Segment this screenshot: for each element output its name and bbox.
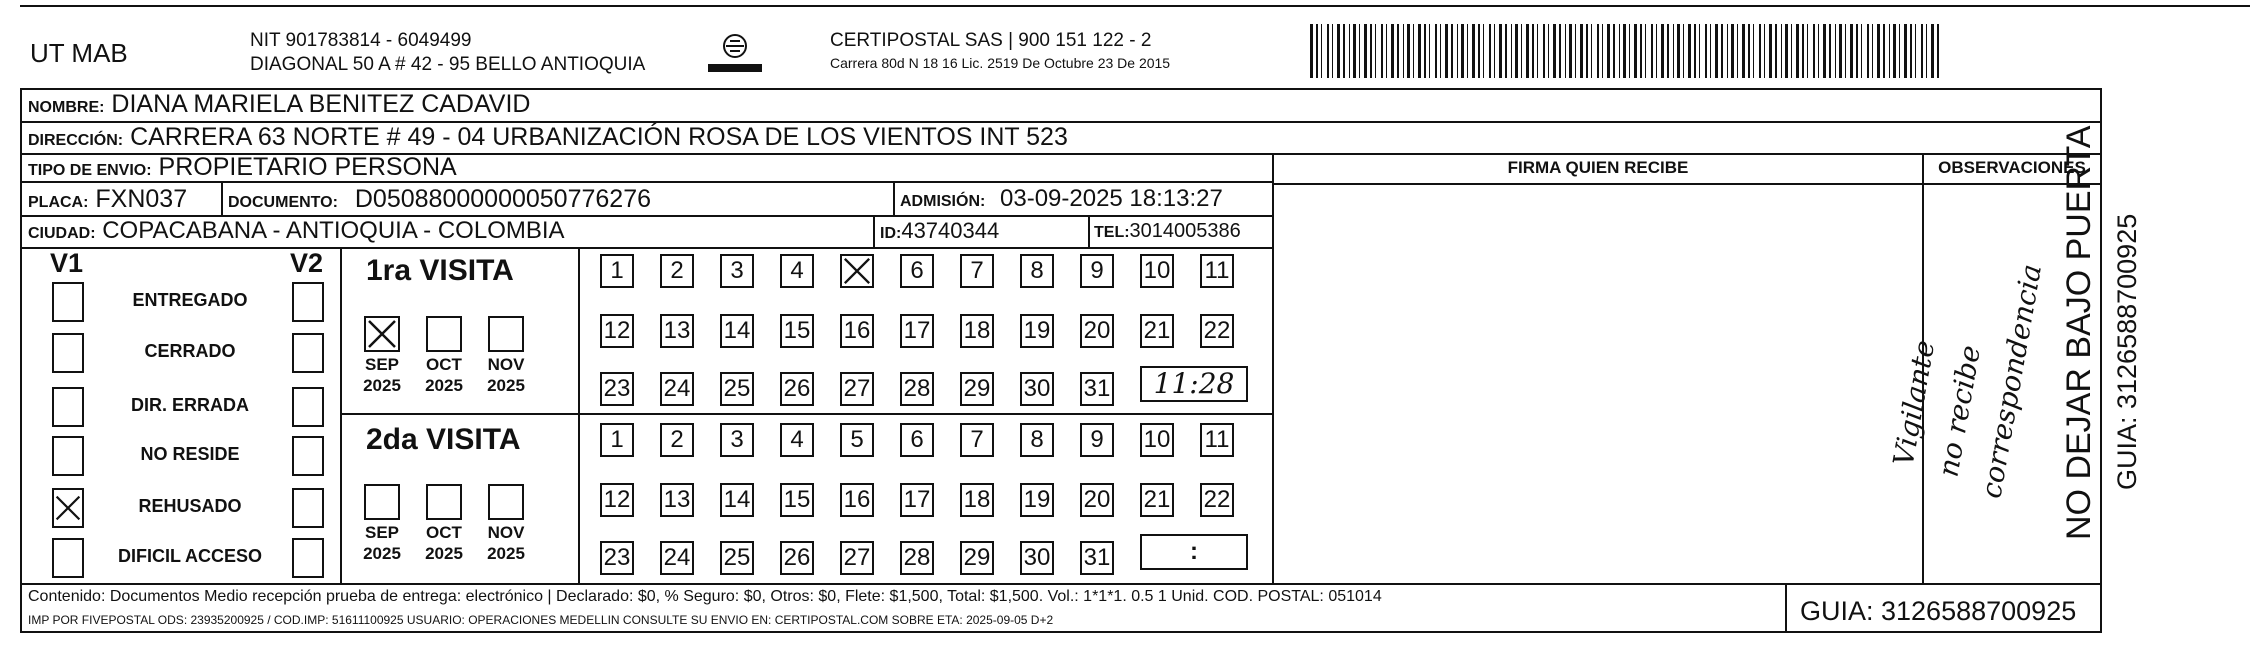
status-label: ENTREGADO xyxy=(132,290,248,310)
day-box[interactable]: 12 xyxy=(600,483,634,517)
status-rule-bottom xyxy=(22,583,2100,585)
day-box[interactable]: 19 xyxy=(1020,483,1054,517)
status-col-divider xyxy=(340,247,342,583)
v1-checkbox[interactable] xyxy=(52,436,84,476)
day-box[interactable]: 25 xyxy=(720,541,754,575)
v2-checkbox[interactable] xyxy=(292,282,324,322)
month-label: NOV 2025 xyxy=(487,355,525,395)
day-box[interactable]: 16 xyxy=(840,483,874,517)
day-box[interactable]: 31 xyxy=(1080,541,1114,575)
nombre-label: NOMBRE: xyxy=(28,99,105,116)
placa-label: PLACA: xyxy=(28,194,89,211)
day-box[interactable]: 4 xyxy=(780,423,814,457)
divider-admision xyxy=(893,183,895,215)
v1-checkbox[interactable] xyxy=(52,538,84,578)
day-box[interactable]: 27 xyxy=(840,372,874,406)
top-rule xyxy=(20,5,2250,7)
admision-label: ADMISIÓN: xyxy=(900,193,986,210)
first-visit-time-value: 11:28 xyxy=(1153,367,1235,400)
day-box[interactable]: 18 xyxy=(960,314,994,348)
tel-label: TEL: xyxy=(1094,224,1130,241)
day-box[interactable]: 9 xyxy=(1080,423,1114,457)
day-box[interactable]: 13 xyxy=(660,483,694,517)
month-label: OCT 2025 xyxy=(425,523,463,563)
company-address: DIAGONAL 50 A # 42 - 95 BELLO ANTIOQUIA xyxy=(250,54,646,75)
day-box[interactable]: 27 xyxy=(840,541,874,575)
day-box[interactable]: 24 xyxy=(660,541,694,575)
tel-cell xyxy=(1094,215,1241,247)
v2-checkbox[interactable] xyxy=(292,436,324,476)
first-visit-title: 1ra VISITA xyxy=(366,254,514,287)
month-label: OCT 2025 xyxy=(425,355,463,395)
id-label: ID: xyxy=(880,225,902,242)
side-title: NO DEJAR BAJO PUERTA xyxy=(2060,125,2098,540)
footer-imp: IMP POR FIVEPOSTAL ODS: 23935200925 / COD.IMP: 51611100925 USUARIO: OPERACIONES MEDELLIN CONSULTE SU ENVIO EN: CERTIPOSTAL.COM SOBRE ETA: 2025-09-05 D+2 xyxy=(28,613,1054,627)
day-box[interactable]: 20 xyxy=(1080,483,1114,517)
day-box[interactable]: 25 xyxy=(720,372,754,406)
day-box[interactable]: 20 xyxy=(1080,314,1114,348)
row-direccion xyxy=(22,121,2100,155)
day-box[interactable] xyxy=(840,254,874,288)
v1-checkbox[interactable] xyxy=(52,282,84,322)
certipostal-logo xyxy=(704,32,766,78)
day-box[interactable]: 22 xyxy=(1200,314,1234,348)
day-box[interactable]: 11 xyxy=(1200,423,1234,457)
tel-value: 3014005386 xyxy=(1129,220,1241,242)
nombre-value: DIANA MARIELA BENITEZ CADAVID xyxy=(111,90,531,118)
placa-value: FXN037 xyxy=(95,185,188,213)
day-box[interactable]: 11 xyxy=(1200,254,1234,288)
month-checkbox-nov[interactable] xyxy=(488,316,524,352)
day-box[interactable]: 2 xyxy=(660,423,694,457)
second-visit-title: 2da VISITA xyxy=(366,423,521,456)
day-box[interactable]: 21 xyxy=(1140,314,1174,348)
day-box[interactable]: 30 xyxy=(1020,541,1054,575)
v1-checkbox[interactable] xyxy=(52,333,84,373)
day-box[interactable]: 26 xyxy=(780,541,814,575)
status-label: DIFICIL ACCESO xyxy=(117,546,262,566)
day-box[interactable]: 17 xyxy=(900,483,934,517)
day-box[interactable]: 4 xyxy=(780,254,814,288)
provider-license: Carrera 80d N 18 16 Lic. 2519 De Octubre 23 De 2015 xyxy=(830,55,1171,71)
day-box[interactable]: 2 xyxy=(660,254,694,288)
day-box[interactable]: 29 xyxy=(960,372,994,406)
ciudad-value: COPACABANA - ANTIOQUIA - COLOMBIA xyxy=(102,217,565,244)
day-box[interactable]: 15 xyxy=(780,314,814,348)
day-box[interactable]: 23 xyxy=(600,372,634,406)
day-box[interactable]: 10 xyxy=(1140,423,1174,457)
month-checkbox-nov[interactable] xyxy=(488,484,524,520)
day-box[interactable]: 10 xyxy=(1140,254,1174,288)
tipo-label: TIPO DE ENVIO: xyxy=(28,162,152,179)
second-visit-time[interactable] xyxy=(1140,534,1248,570)
company-nit: NIT 901783814 - 6049499 xyxy=(250,30,472,51)
id-value: 43740344 xyxy=(901,218,1000,243)
provider-name: CERTIPOSTAL SAS | 900 151 122 - 2 xyxy=(830,30,1152,51)
direccion-value: CARRERA 63 NORTE # 49 - 04 URBANIZACIÓN ROSA DE LOS VIENTOS INT 523 xyxy=(130,123,1068,151)
direccion-label: DIRECCIÓN: xyxy=(28,132,124,149)
day-box[interactable]: 14 xyxy=(720,483,754,517)
day-box[interactable]: 13 xyxy=(660,314,694,348)
day-box[interactable]: 7 xyxy=(960,254,994,288)
day-box[interactable]: 19 xyxy=(1020,314,1054,348)
day-box[interactable]: 5 xyxy=(840,423,874,457)
divider-id xyxy=(873,215,875,247)
footer-guia-divider xyxy=(1785,585,1787,633)
id-cell xyxy=(880,215,999,247)
v2-checkbox[interactable] xyxy=(292,488,324,528)
side-guia: GUIA: 3126588700925 xyxy=(2112,213,2142,490)
month-label: SEP 2025 xyxy=(363,355,401,395)
day-box[interactable]: 31 xyxy=(1080,372,1114,406)
company-name: UT MAB xyxy=(30,38,128,68)
documento-label: DOCUMENTO: xyxy=(228,194,338,211)
row-nombre xyxy=(22,88,2100,123)
v2-label: V2 xyxy=(290,248,324,278)
ciudad-label: CIUDAD: xyxy=(28,225,96,242)
footer-contenido: Contenido: Documentos Medio recepción prueba de entrega: electrónico | Declarado: $0, % Seguro: $0, Otros: $0, Flete: $1,500, Total: $1,500. Vol.: 1*1*1. 0.5 1 Unid. COD. POSTAL: 051014 xyxy=(28,588,1382,605)
v2-checkbox[interactable] xyxy=(292,387,324,427)
day-box[interactable]: 15 xyxy=(780,483,814,517)
second-visit-time-value: : xyxy=(1190,538,1198,565)
day-box[interactable]: 12 xyxy=(600,314,634,348)
day-box[interactable]: 26 xyxy=(780,372,814,406)
day-box[interactable]: 1 xyxy=(600,423,634,457)
firma-label: FIRMA QUIEN RECIBE xyxy=(1507,158,1689,177)
firma-signature-area[interactable] xyxy=(1274,185,1922,583)
day-box[interactable]: 6 xyxy=(900,423,934,457)
divider-placa xyxy=(221,183,223,215)
day-box[interactable]: 16 xyxy=(840,314,874,348)
month-checkbox-sep[interactable] xyxy=(364,316,400,352)
day-box[interactable]: 22 xyxy=(1200,483,1234,517)
day-box[interactable]: 14 xyxy=(720,314,754,348)
documento-value: D05088000000050776276 xyxy=(354,185,652,213)
day-box[interactable]: 18 xyxy=(960,483,994,517)
v1-checkbox[interactable] xyxy=(52,387,84,427)
day-box[interactable]: 28 xyxy=(900,372,934,406)
day-box[interactable]: 6 xyxy=(900,254,934,288)
observacion-handwritten: Vigilante no recibe correspondencia xyxy=(1886,261,2049,501)
month-label: SEP 2025 xyxy=(363,523,401,563)
v1-checkbox[interactable] xyxy=(52,488,84,528)
visit-mid-divider xyxy=(342,413,1272,415)
status-label: NO RESIDE xyxy=(140,444,240,464)
day-box[interactable]: 9 xyxy=(1080,254,1114,288)
day-box[interactable]: 1 xyxy=(600,254,634,288)
first-visit-time[interactable] xyxy=(1140,366,1248,402)
day-box[interactable]: 30 xyxy=(1020,372,1054,406)
month-label: NOV 2025 xyxy=(487,523,525,563)
row-tipo xyxy=(22,153,1272,183)
month-checkbox-sep[interactable] xyxy=(364,484,400,520)
v2-checkbox[interactable] xyxy=(292,333,324,373)
admision-cell xyxy=(900,183,1223,215)
day-box[interactable]: 3 xyxy=(720,423,754,457)
admision-value: 03-09-2025 18:13:27 xyxy=(1000,185,1223,212)
divider-tel xyxy=(1088,215,1090,247)
status-label: DIR. ERRADA xyxy=(130,395,249,415)
day-box[interactable]: 3 xyxy=(720,254,754,288)
footer-guia: GUIA: 3126588700925 xyxy=(1800,596,2077,626)
day-box[interactable]: 23 xyxy=(600,541,634,575)
day-box[interactable]: 24 xyxy=(660,372,694,406)
day-box[interactable]: 8 xyxy=(1020,254,1054,288)
firma-header xyxy=(1274,153,1922,185)
day-box[interactable]: 29 xyxy=(960,541,994,575)
tipo-value: PROPIETARIO PERSONA xyxy=(158,153,457,181)
status-label: CERRADO xyxy=(144,341,236,361)
observaciones-label: OBSERVACIONES xyxy=(1938,158,2086,177)
v1-label: V1 xyxy=(50,248,84,278)
day-box[interactable]: 17 xyxy=(900,314,934,348)
documento-cell xyxy=(228,183,651,215)
day-box[interactable]: 21 xyxy=(1140,483,1174,517)
barcode xyxy=(1310,24,1946,78)
month-checkbox-oct[interactable] xyxy=(426,484,462,520)
day-box[interactable]: 8 xyxy=(1020,423,1054,457)
status-label: REHUSADO xyxy=(138,496,242,516)
day-box[interactable]: 28 xyxy=(900,541,934,575)
month-checkbox-oct[interactable] xyxy=(426,316,462,352)
v2-checkbox[interactable] xyxy=(292,538,324,578)
month-col-divider xyxy=(578,247,580,583)
row-ciudad xyxy=(22,215,1272,249)
day-box[interactable]: 7 xyxy=(960,423,994,457)
